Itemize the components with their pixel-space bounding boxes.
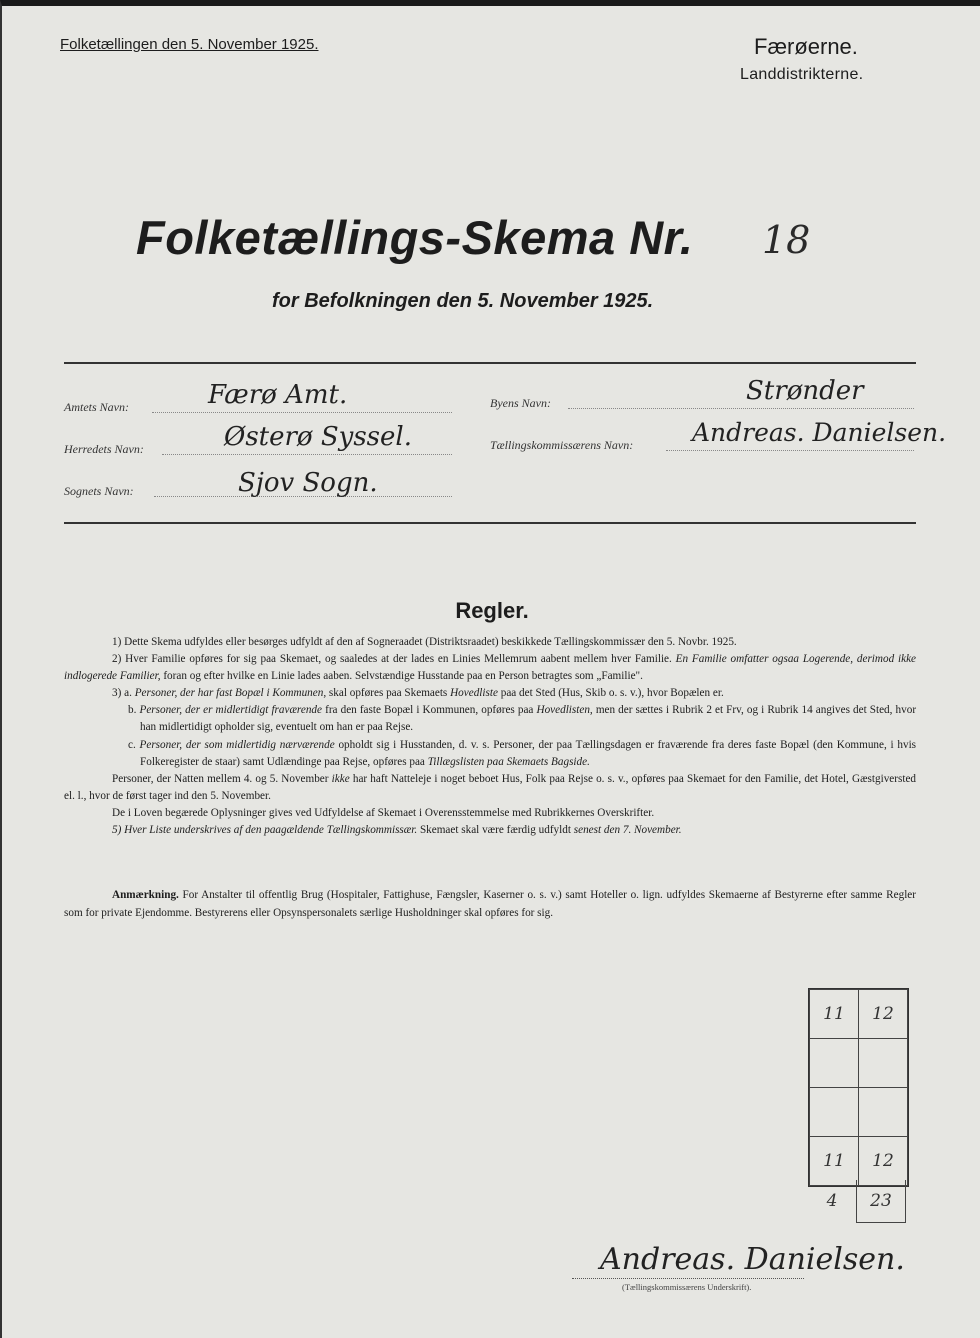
herred-label: Herredets Navn: <box>64 442 144 456</box>
tally-row <box>810 1039 908 1088</box>
rule-2: 2) Hver Familie opføres for sig paa Skemaet, og saaledes at der lades en Linies Mellemrum aabent mellem hver Familie. En Familie omfatter ogsaa Logerende, derimod ikke indlogerede Familier, foran og efter hvilke en Linie lades aaben. Selvstændige Husstande paa en Person betragtes som „Familie". <box>64 653 917 683</box>
tally-cell <box>859 1039 908 1088</box>
tally-total-left: 4 <box>826 1191 838 1212</box>
form-number-handwritten: 18 <box>762 218 811 262</box>
kommissaer-line <box>666 450 914 451</box>
signature-handwritten: Andreas. Danielsen. <box>600 1242 905 1277</box>
amt-value: Færø Amt. <box>208 380 348 410</box>
by-line <box>568 408 914 409</box>
rules-body <box>64 634 916 839</box>
rules-heading: Regler. <box>455 598 529 623</box>
amt-line <box>152 412 452 413</box>
note-paragraph <box>64 886 916 922</box>
header-district: Landdistrikterne. <box>740 66 864 83</box>
tally-row <box>810 1088 908 1137</box>
note-label: Anmærkning. <box>112 889 179 901</box>
tally-cell: 11 <box>810 1137 859 1186</box>
by-label: Byens Navn: <box>490 396 551 410</box>
tally-cell: 11 <box>810 990 859 1039</box>
kommissaer-label: Tællingskommissærens Navn: <box>490 438 634 452</box>
rule-3c: c. Personer, der som midlertidig nærværende opholdt sig i Husstanden, d. v. s. Personer, der paa Tællingsdagen er fraværende fra deres faste Bopæl (den Kommune, i hvis Folkeregister de staar) samt Udlændinge paa Rejse, opføres paa Tillægslisten paa Skemaets Bagside. <box>128 738 917 768</box>
sogn-label: Sognets Navn: <box>64 484 134 498</box>
tally-cell: 12 <box>859 990 908 1039</box>
form-subtitle: for Befolkningen den 5. November 1925. <box>272 290 654 312</box>
tally-cell <box>810 1088 859 1137</box>
sogn-value: Sjov Sogn. <box>238 468 378 498</box>
herred-line <box>162 454 452 455</box>
herred-value: Østerø Syssel. <box>224 422 412 452</box>
tally-totals <box>808 1180 906 1223</box>
by-value: Strønder <box>746 376 864 406</box>
form-title: Folketællings-Skema Nr. <box>136 211 694 264</box>
rule-5: 5) Hver Liste underskrives af den paagældende Tællingskommissær. Skemaet skal være færdig udfyldt senest den 7. November. <box>112 824 682 837</box>
tally-cell <box>810 1039 859 1088</box>
tally-row <box>810 1137 908 1186</box>
rule-loven: De i Loven begærede Oplysninger gives ved Udfyldelse af Skemaet i Overensstemmelse med Rubrikkernes Overskrifter. <box>112 806 655 819</box>
header-census-date: Folketællingen den 5. November 1925. <box>60 36 319 53</box>
rule-natten: Personer, der Natten mellem 4. og 5. November ikke har haft Natteleje i noget beboet Hus, Folk paa Rejse o. s. v., opføres paa Skemaet for den Familie, det Hotel, Gæstgiversted el. l., hvor de først tager ind den 5. November. <box>64 772 917 802</box>
divider-bottom <box>64 522 916 524</box>
signature-line <box>572 1278 804 1279</box>
header-region: Færøerne. <box>754 34 858 59</box>
amt-label: Amtets Navn: <box>64 400 129 414</box>
tally-cell <box>859 1088 908 1137</box>
tally-total-right: 23 <box>857 1180 906 1223</box>
tally-cell: 12 <box>859 1137 908 1186</box>
signature-label: (Tællingskommissærens Underskrift). <box>622 1282 752 1292</box>
divider-top <box>64 362 916 364</box>
rule-3a: 3) a. Personer, der har fast Bopæl i Kommunen, skal opføres paa Skemaets Hovedliste paa det Sted (Hus, Skib o. s. v.), hvor Bopælen er. <box>112 687 724 700</box>
tally-row <box>810 990 908 1039</box>
note-text: For Anstalter til offentlig Brug (Hospitaler, Fattighuse, Fængsler, Kaserner o. s. v.) samt Hoteller o. lign. udfyldes Skemaerne af Bestyrerne efter samme Regler som for private Ejendomme. Bestyrerens eller Opsynspersonalets særlige Husholdninger skal opføres for sig. <box>64 889 917 919</box>
rule-3b: b. Personer, der er midlertidigt fraværende fra den faste Bopæl i Kommunen, opføres paa Hovedlisten, men der sættes i Rubrik 2 et Frv, og i Rubrik 14 angives det Sted, hvor han midlertidigt opholder sig, eventuelt om han er paa Rejse. <box>128 704 917 734</box>
tally-grid <box>808 988 909 1187</box>
rule-1: 1) Dette Skema udfyldes eller besørges udfyldt af den af Sogneraadet (Distriktsraadet) beskikkede Tællingskommissær den 5. Novbr. 1925. <box>112 636 737 648</box>
kommissaer-value: Andreas. Danielsen. <box>692 418 947 447</box>
